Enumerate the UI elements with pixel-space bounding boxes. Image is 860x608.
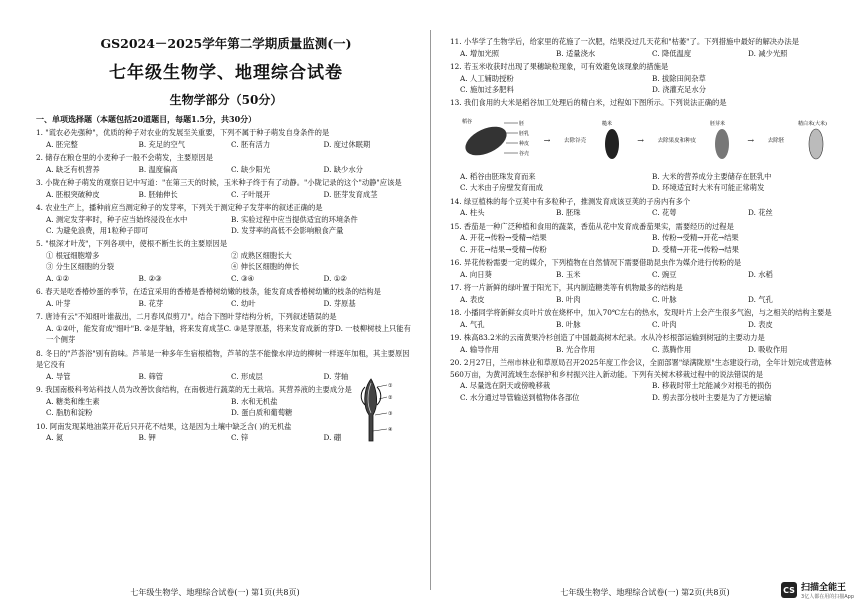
options (450, 73, 844, 96)
option: B. 花芽 (138, 298, 164, 308)
options (450, 319, 844, 330)
option: D. 发芽率的高低不会影响粮食产量 (231, 226, 344, 235)
option: C. 锌 (231, 433, 249, 443)
option: B. 胚轴伸长 (138, 189, 178, 199)
rice-grain-figure (460, 115, 530, 165)
option: D. 芽原基 (323, 298, 356, 308)
option: B. 适量浇水 (556, 48, 596, 58)
option: A. 增加光照 (460, 48, 500, 58)
option: A. 导管 (46, 371, 71, 381)
question-stem: 15. 香茄是一种广泛种植和食用的蔬菜，香茄从花中发育成番茄果实，需要经历的过程是 (450, 221, 734, 231)
options (36, 273, 416, 284)
arrow-icon: → (747, 135, 755, 145)
options (450, 380, 844, 403)
fig7-label-4: ④ (388, 427, 393, 433)
option: D. 气孔 (748, 294, 773, 304)
question-stem: 8. 冬日的"芦荟浴"别有韵味。芦苇是一种多年生宿根植物，芦苇的茎不能像水岸边的柳树一样逐年加粗，其主要原因是它没有 (36, 348, 410, 370)
question-item (450, 307, 844, 330)
option: D. 受精→开花→传粉→结果 (652, 244, 739, 254)
option: C. ③④ (231, 273, 255, 283)
question-item (36, 286, 416, 309)
question-stem: 18. 小播同学将新鲜女贞叶片放在烧杯中，加入70℃左右的热水，发现叶片上会产生很多气泡，与之相关的结构主要是 (450, 308, 832, 318)
options (450, 207, 844, 218)
option: B. 充足的空气 (138, 139, 185, 149)
question-stem: 20. 2月27日，兰州市林业和草原局召开2025年度工作会议，全面部署"绿满陇原"生态建设行动，全年计划完成营造林560万亩，为黄河流域生态保护和乡村振兴注入新动能。下列有关树木移栽过程中的说法错误的是 (450, 358, 832, 379)
svg-text:精白米(大米): 精白米(大米) (797, 121, 827, 127)
scanner-watermark (781, 580, 854, 600)
options (450, 171, 844, 194)
rice-processing-diagram: 胚 胚乳 种皮 谷壳 稻谷 → 去除谷壳 糙米 → 去除果皮和种皮 胚芽米 → 去除胚 精白米(大米) (450, 109, 844, 171)
option: C. 脂肪和淀粉 (46, 408, 93, 418)
options (36, 189, 416, 200)
option: C. 施加过多肥料 (460, 85, 514, 94)
question-stem: 4. 农业生产上，播种前应当测定种子的发芽率，下列关于测定种子发芽率的叙述正确的是 (36, 203, 323, 212)
option: D. 蛋白质和葡萄糖 (231, 408, 293, 418)
option: B. 胚珠 (556, 208, 581, 218)
question-stem: 5. "根深才叶茂"，下列各项中，使根不断生长的主要原因是 (36, 239, 228, 249)
svg-text:谷壳: 谷壳 (519, 151, 530, 157)
options (36, 298, 416, 309)
option: A. 人工辅助授粉 (460, 73, 514, 83)
question-stem: 9. 我国南极科考站科技人员为改善饮食结构，在南极进行蔬菜的无土栽培。其营养液的主要成分是 (36, 385, 352, 395)
option: C. 为避免浪费，用1粒种子即可 (46, 226, 149, 235)
option: B. 大米的营养成分主要储存在胚乳中 (652, 172, 772, 181)
exam-title: GS2024－2025学年第二学期质量监测(一) (100, 36, 352, 51)
subject-title: 七年级生物学、地理综合试卷 (109, 63, 343, 83)
option: ④ 伸长区细胞的伸长 (231, 262, 299, 272)
option: A. 尽量选在阴天或傍晚移栽 (460, 381, 551, 391)
footer-right: 七年级生物学、地理综合试卷(一) 第2页(共8页) (560, 588, 730, 597)
option: B. 钾 (138, 433, 156, 443)
watermark-sub: 3亿人都在用的扫描App (801, 594, 854, 600)
fig7-label-3: ③ (388, 411, 393, 417)
question-item (36, 202, 416, 236)
option: C. 子叶展开 (231, 189, 271, 199)
question-item (36, 238, 416, 284)
page-right (430, 0, 860, 608)
option: A. 胚完整 (46, 139, 78, 149)
option: A. 胚根突破种皮 (46, 189, 100, 199)
options (36, 250, 416, 273)
option: D. 水稻 (748, 269, 773, 279)
option: D. 剪去部分枝叶主要是为了方便运输 (652, 392, 772, 402)
question-stem: 1. "谎农必先强种"，优质的种子对农业的发展至关重要，下列不属于种子萌发自身条件的是 (36, 128, 330, 137)
option: C. 形成层 (231, 371, 263, 381)
option: B. ②③ (138, 273, 162, 283)
option: C. 开花→结果→受精→传粉 (460, 244, 547, 254)
question-stem: 12. 若玉米收获时出现了果穗缺粒现象，可有效避免该现象的措施是 (450, 62, 669, 71)
germ-rice-figure (710, 118, 734, 162)
options (450, 294, 844, 305)
svg-text:种皮: 种皮 (519, 141, 530, 147)
option: B. 温度偏高 (138, 164, 178, 174)
question-stem: 10. 阿南发现某地油菜开花后只开花不结果，这是因为土壤中缺乏含( )的无机盐 (36, 421, 292, 431)
option: D. 减少光照 (748, 48, 788, 58)
options (36, 164, 416, 175)
options (36, 214, 416, 237)
option: ② 成熟区细胞长大 (231, 251, 292, 260)
question-item (36, 311, 416, 345)
question-item (450, 36, 844, 59)
footer-left: 七年级生物学、地理综合试卷(一) 第1页(共8页) (130, 588, 300, 597)
option: C. 叶脉 (652, 294, 677, 304)
option: B. 水和无机盐 (231, 396, 278, 406)
option: B. ②是芽轴，将来发育成茎 (134, 323, 224, 333)
option: D. ①② (323, 273, 347, 283)
option: B. 拔除田间杂草 (652, 73, 706, 83)
option: C. ③是芽原基，将来发育成新的芽 (223, 323, 335, 333)
option: D. 花丝 (748, 208, 773, 218)
question-stem: 14. 绿豆植株的每个豆荚中有多粒种子，推测发育成该豆荚的子房内有多个 (450, 196, 691, 206)
question-stem: 16. 异花传粉需要一定的媒介，下列植物在自然情况下需要借助昆虫作为媒介进行传粉的是 (450, 258, 742, 268)
option: D. 缺少水分 (323, 164, 363, 174)
option: C. 花萼 (652, 208, 677, 218)
svg-text:糙米: 糙米 (601, 121, 612, 127)
question-item (450, 61, 844, 95)
camscanner-icon: CS (781, 582, 797, 598)
section-title: 生物学部分（50分） (169, 93, 283, 107)
option: B. 筛管 (138, 371, 164, 381)
option: D. 胚芽发育成茎 (323, 189, 378, 199)
option: D. 度过休眠期 (323, 139, 371, 149)
option: C. 叶肉 (652, 319, 677, 329)
question-item (450, 257, 844, 280)
svg-text:胚芽米: 胚芽米 (709, 121, 725, 127)
option: B. 移栽时带土坨能减少对根毛的损伤 (652, 381, 772, 391)
option: C. 缺少阳光 (231, 164, 271, 174)
options (450, 269, 844, 280)
option: D. 浇灌充足水分 (652, 85, 707, 94)
option: B. 叶肉 (556, 294, 581, 304)
question-item (450, 221, 844, 255)
option: C. 水分通过导管输送到植物体各部位 (460, 392, 580, 402)
option: A. 糖类和维生素 (46, 396, 100, 406)
option: C. 胚有活力 (231, 139, 271, 149)
question-list-right (450, 36, 844, 403)
option: A. 叶芽 (46, 298, 71, 308)
question-item (450, 196, 844, 219)
option: A. 缺乏有机营养 (46, 164, 100, 174)
option: A. 开花→传粉→受精→结果 (460, 233, 547, 243)
svg-text:胚乳: 胚乳 (519, 131, 530, 137)
fig7-label-1: ① (388, 383, 393, 389)
option: ① 根冠细胞增多 (46, 251, 100, 260)
watermark-name: 扫描全能王 (801, 583, 847, 593)
option: B. 叶脉 (556, 319, 581, 329)
white-rice-figure (798, 118, 834, 162)
question-item (36, 152, 416, 175)
question-stem: 6. 春天是吃香椿炒蛋的季节，在适宜采用的香椿是香椿树幼嫩的枝条，能发育成香椿树幼嫩的枝条的结构是 (36, 287, 381, 297)
part1-heading: 一、单项选择题（本题包括20道题目，每题1.5分，共30分） (36, 114, 257, 124)
option: C. 蒸腾作用 (652, 344, 692, 354)
question-stem: 19. 株高83.2米的云南黄果冷杉创造了中国最高树木纪录。水从冷杉根部运输到树冠的主要动力是 (450, 333, 765, 343)
option: D. 硼 (323, 433, 342, 443)
option: A. 输导作用 (460, 344, 500, 354)
option: A. 向日葵 (460, 269, 492, 279)
question-item (450, 97, 844, 193)
option: A. 气孔 (460, 319, 485, 329)
brown-rice-figure (600, 118, 624, 162)
option: B. 实验过程中应当提供适宜的环境条件 (231, 214, 358, 224)
options (36, 323, 416, 346)
option: C. 降低温度 (652, 48, 692, 58)
option: A. ①②叶，能发育成"细叶" (46, 323, 135, 333)
question-stem: 11. 小华学了生物学后，给家里的花施了一次肥，结果没过几天花和"枯萎"了。下列措施中最好的解决办法是 (450, 37, 799, 46)
option: B. 玉米 (556, 269, 581, 279)
fig7-label-2: ② (388, 395, 393, 401)
option: ③ 分生区细胞的分裂 (46, 262, 114, 272)
option: D. 环境适宜时大米有可能正常萌发 (652, 183, 765, 193)
question-item (36, 127, 416, 150)
options (450, 232, 844, 255)
option: A. ①② (46, 273, 69, 283)
option: A. 稻谷由胚珠发育而来 (460, 172, 536, 181)
option: D. 表皮 (748, 319, 773, 329)
option: C. 大米由子房壁发育而成 (460, 183, 543, 193)
svg-text:胚: 胚 (519, 121, 525, 127)
question-stem: 17. 将一片新鲜的绿叶置于阳光下，其内制造糖类等有机物最多的结构是 (450, 283, 683, 293)
option: D. 一枝柳树枝上只能有一个侧芽 (46, 323, 411, 345)
option: C. 幼叶 (231, 298, 256, 308)
option: D. 吸收作用 (748, 344, 788, 354)
options (36, 139, 416, 150)
question-item (36, 177, 416, 200)
option: C. 豌豆 (652, 269, 677, 279)
option: A. 柱头 (460, 208, 485, 218)
options (450, 48, 844, 59)
question-item (450, 332, 844, 355)
arrow-icon: → (543, 135, 551, 145)
option: A. 氮 (46, 433, 64, 443)
option: B. 光合作用 (556, 344, 596, 354)
arrow-icon: → (637, 135, 644, 145)
question-stem: 13. 我们食用的大米是稻谷加工处理后的精白米，过程如下图所示。下列说法正确的是 (450, 98, 727, 108)
option: D. 芽轴 (323, 371, 349, 381)
leaf-bud-diagram (355, 375, 395, 445)
question-item (450, 357, 844, 403)
question-stem: 2. 储存在粮仓里的小麦种子一般不会萌发，主要原因是 (36, 153, 214, 162)
svg-text:稻谷: 稻谷 (462, 119, 473, 125)
question-stem: 7. 唐诗有云"不知细叶谁裁出，二月春风似剪刀"。结合下图叶芽结构分析，下列叙述错误的是 (36, 312, 337, 322)
question-stem: 3. 小陇在种子萌发的观察日记中写道："在第三天的时候，玉米种子终于有了动静。"小陇记录的这个"动静"应该是 (36, 178, 402, 187)
option: B. 传粉→受精→开花→结果 (652, 233, 739, 243)
options (450, 344, 844, 355)
question-item (450, 282, 844, 305)
option: A. 表皮 (460, 294, 485, 304)
option: A. 测定发芽率时，种子应当始终浸没在水中 (46, 214, 188, 224)
